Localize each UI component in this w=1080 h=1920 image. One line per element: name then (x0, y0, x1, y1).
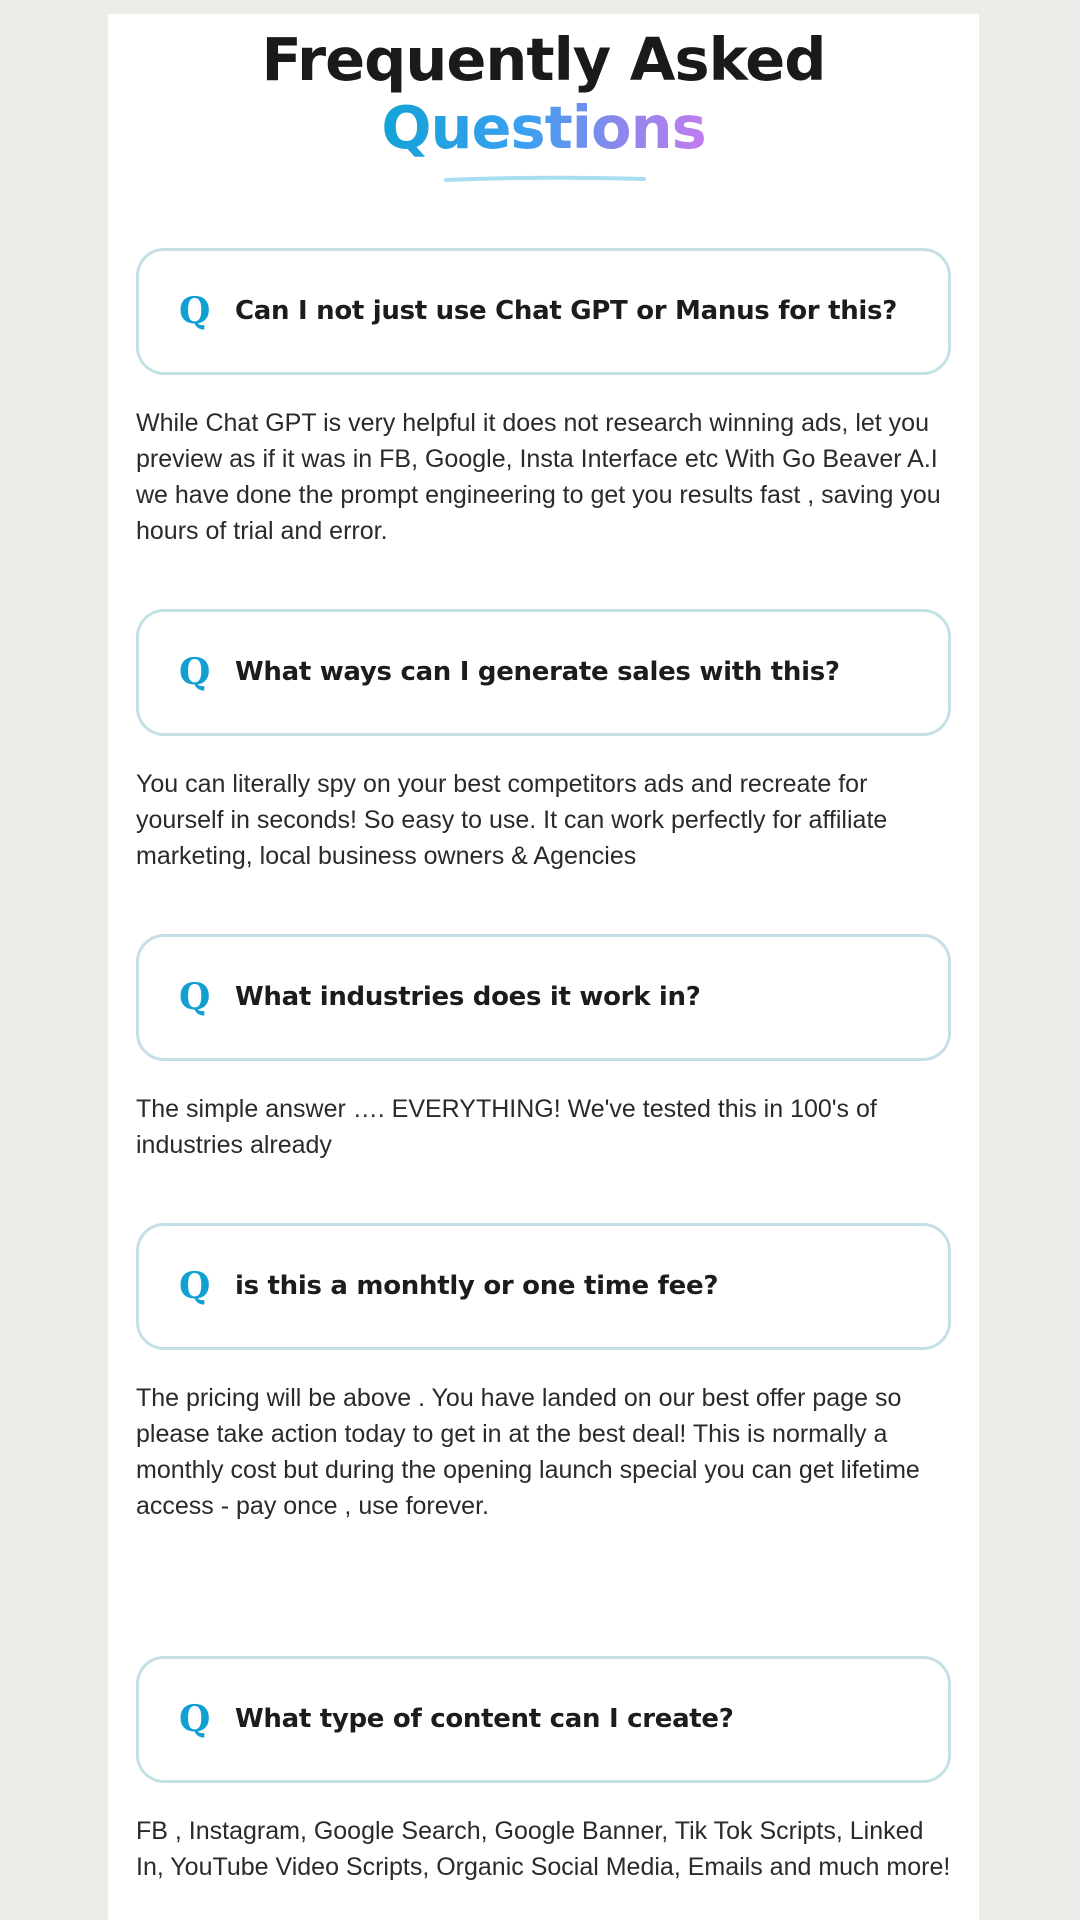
faq-answer: You can literally spy on your best competitors ads and recreate for yourself in seconds! So easy to use. It can work perfectly for affiliate marketing, local business owners & Agencies (136, 770, 888, 870)
faq-answer: The pricing will be above . You have landed on our best offer page so please take action today to get in at the best deal! This is normally a monthly cost but during the opening launch special you can get lifetime access - pay once , use forever. (136, 1384, 920, 1520)
faq-heading (108, 26, 979, 162)
q-marker-icon: Q (179, 290, 211, 332)
faq-question: is this a monhtly or one time fee? (235, 1271, 719, 1301)
faq-question-box[interactable] (136, 1223, 951, 1350)
heading-line-1: Frequently Asked (261, 25, 826, 94)
faq-question: Can I not just use Chat GPT or Manus for this? (235, 296, 897, 326)
faq-question-box[interactable] (136, 248, 951, 375)
q-marker-icon: Q (179, 1265, 211, 1307)
faq-answer: While Chat GPT is very helpful it does not research winning ads, let you preview as if it was in FB, Google, Insta Interface etc With Go Beaver A.I we have done the prompt engineering to get you results fast , saving you hours of trial and error. (136, 409, 941, 545)
faq-answer: FB , Instagram, Google Search, Google Banner, Tik Tok Scripts, Linked In, YouTube Video Scripts, Organic Social Media, Emails and much more! (136, 1817, 951, 1881)
heading-underline (444, 172, 646, 186)
faq-question-box[interactable] (136, 609, 951, 736)
faq-answer: The simple answer …. EVERYTHING! We've tested this in 100's of industries already (136, 1095, 877, 1159)
q-marker-icon: Q (179, 651, 211, 693)
faq-question: What industries does it work in? (235, 982, 701, 1012)
faq-question: What ways can I generate sales with this? (235, 657, 840, 687)
heading-line-2: Questions (381, 93, 706, 162)
q-marker-icon: Q (179, 976, 211, 1018)
faq-question: What type of content can I create? (235, 1704, 734, 1734)
faq-question-box[interactable] (136, 1656, 951, 1783)
faq-panel (108, 14, 979, 1920)
faq-question-box[interactable] (136, 934, 951, 1061)
q-marker-icon: Q (179, 1698, 211, 1740)
